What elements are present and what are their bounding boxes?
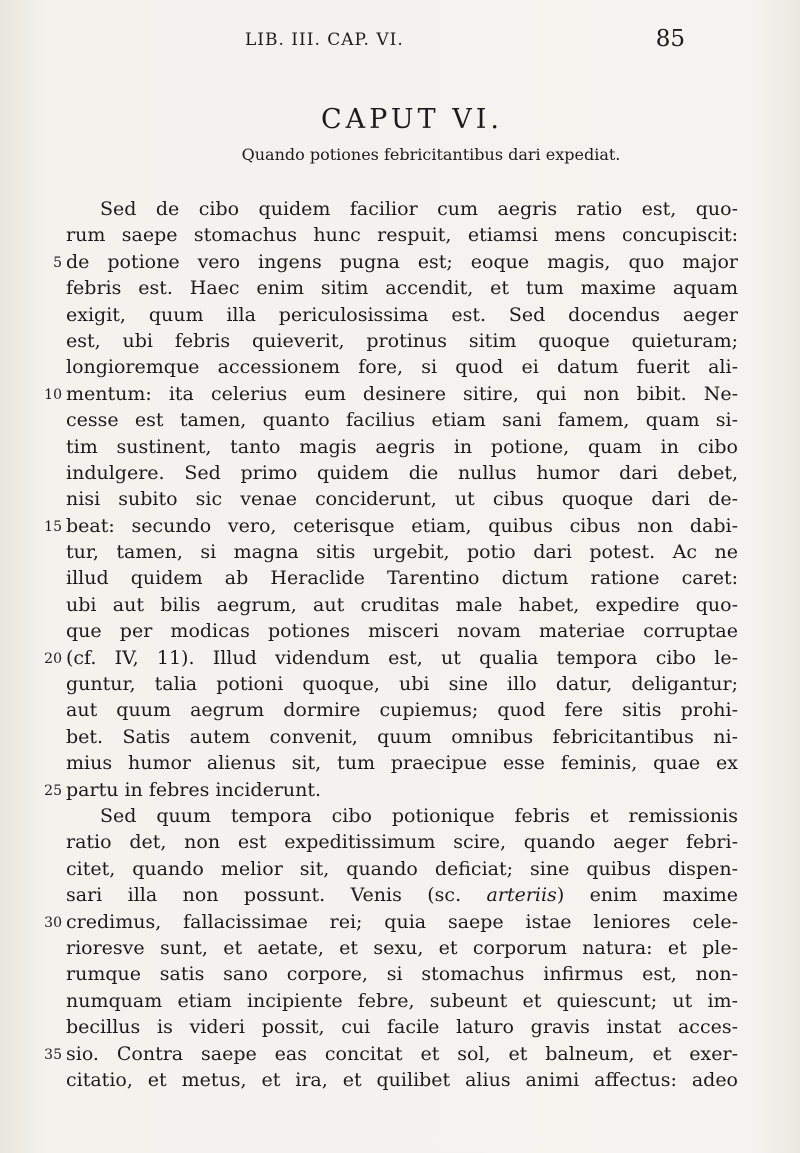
text-line (28, 671, 738, 697)
line-number: 30 (44, 914, 62, 931)
line-text: partu in febres inciderunt. (66, 778, 322, 801)
text-line (28, 697, 738, 723)
line-number: 35 (44, 1046, 62, 1063)
text-line (28, 434, 738, 460)
text-line (28, 354, 738, 380)
body-text (28, 196, 739, 1093)
line-number: 15 (44, 518, 62, 535)
line-text: citatio, et metus, et ira, et quilibet alius animi affectus: adeo (66, 1068, 738, 1091)
text-line (28, 196, 738, 222)
line-text: longioremque accessionem fore, si quod ei datum fuerit ali- (66, 356, 738, 379)
line-number: 20 (44, 650, 62, 667)
line-text: credimus, fallacissimae rei; quia saepe istae leniores cele- (66, 910, 738, 933)
line-text: aut quum aegrum dormire cupiemus; quod fere sitis prohi- (66, 699, 738, 722)
text-line (28, 829, 738, 855)
text-line (28, 513, 738, 539)
text-line (28, 565, 738, 591)
line-text: sari illa non possunt. Venis (sc. arteriis) enim maxime (66, 884, 739, 907)
line-text: tur, tamen, si magna sitis urgebit, potio dari potest. Ac ne (66, 541, 738, 564)
text-line (28, 486, 738, 512)
line-text: rum saepe stomachus hunc respuit, etiamsi mens concupiscit: (66, 224, 738, 247)
text-line (28, 961, 738, 987)
line-text: (cf. IV, 11). Illud videndum est, ut qualia tempora cibo le- (66, 646, 738, 669)
text-line (28, 460, 738, 486)
text-line (28, 1014, 738, 1040)
line-text: numquam etiam incipiente febre, subeunt et quiescunt; ut im- (66, 989, 738, 1012)
text-line (28, 909, 738, 935)
line-text: mius humor alienus sit, tum praecipue esse feminis, quae ex (66, 752, 738, 775)
line-text: guntur, talia potioni quoque, ubi sine illo datur, deligantur; (66, 673, 738, 696)
line-text: rioresve sunt, et aetate, et sexu, et corporum natura: et ple- (66, 936, 738, 959)
line-text: indulgere. Sed primo quidem die nullus humor dari debet, (66, 461, 738, 484)
chapter-title: CAPUT VI. (321, 104, 503, 135)
text-line (28, 777, 728, 803)
line-text: cesse est tamen, quanto facilius etiam sani famem, quam si- (66, 409, 738, 432)
line-text: becillus is videri possit, cui facile laturo gravis instat acces- (66, 1016, 738, 1039)
line-text: de potione vero ingens pugna est; eoque magis, quo major (66, 250, 738, 273)
line-text: est, ubi febris quieverit, protinus sitim quoque quieturam; (66, 329, 738, 352)
text-line (28, 407, 738, 433)
line-text: Sed de cibo quidem facilior cum aegris ratio est, quo- (100, 198, 738, 220)
line-text: rumque satis sano corpore, si stomachus infirmus est, non- (66, 963, 738, 986)
line-text: nisi subito sic venae conciderunt, ut cibus quoque dari de- (66, 488, 738, 511)
text-line (28, 1067, 738, 1093)
running-header (245, 26, 685, 56)
line-text: citet, quando melior sit, quando deficiat; sine quibus dispen- (66, 857, 738, 880)
text-line (28, 381, 738, 407)
line-number: 25 (44, 782, 62, 799)
text-line (28, 750, 738, 776)
line-text: bet. Satis autem convenit, quum omnibus febricitantibus ni- (66, 725, 738, 748)
line-text: tim sustinent, tanto magis aegris in potione, quam in cibo (66, 435, 738, 458)
text-line (28, 302, 738, 328)
line-text: ratio det, non est expeditissimum scire, quando aeger febri- (66, 831, 738, 854)
text-line (28, 275, 738, 301)
chapter-subtitle: Quando potiones febricitantibus dari expediat. (241, 145, 621, 164)
line-text: ubi aut bilis aegrum, aut cruditas male habet, expedire quo- (66, 593, 738, 616)
text-line (28, 645, 738, 671)
page-number: 85 (655, 26, 685, 52)
text-line (28, 592, 738, 618)
text-line (28, 539, 738, 565)
line-text: exigit, quum illa periculosissima est. Sed docendus aeger (66, 303, 738, 326)
line-text: beat: secundo vero, ceterisque etiam, quibus cibus non dabi- (66, 514, 738, 537)
text-line (28, 249, 738, 275)
text-line (28, 618, 738, 644)
text-line (28, 856, 738, 882)
text-line (28, 988, 738, 1014)
text-line (28, 222, 738, 248)
line-text: febris est. Haec enim sitim accendit, et tum maxime aquam (66, 277, 738, 300)
text-line (28, 328, 738, 354)
line-text: que per modicas potiones misceri novam materiae corruptae (66, 620, 738, 643)
text-line (28, 724, 738, 750)
text-line (28, 935, 738, 961)
running-title: LIB. III. CAP. VI. (245, 30, 404, 50)
line-text: Sed quum tempora cibo potionique febris et remissionis (100, 804, 738, 827)
line-text: illud quidem ab Heraclide Tarentino dictum ratione caret: (66, 567, 738, 590)
text-line (28, 803, 738, 829)
text-line (28, 882, 739, 908)
line-text: sio. Contra saepe eas concitat et sol, et balneum, et exer- (66, 1042, 738, 1065)
line-number: 5 (53, 254, 62, 271)
text-line (28, 1041, 738, 1067)
line-text: mentum: ita celerius eum desinere sitire, qui non bibit. Ne- (66, 382, 738, 405)
line-number: 10 (44, 386, 62, 403)
